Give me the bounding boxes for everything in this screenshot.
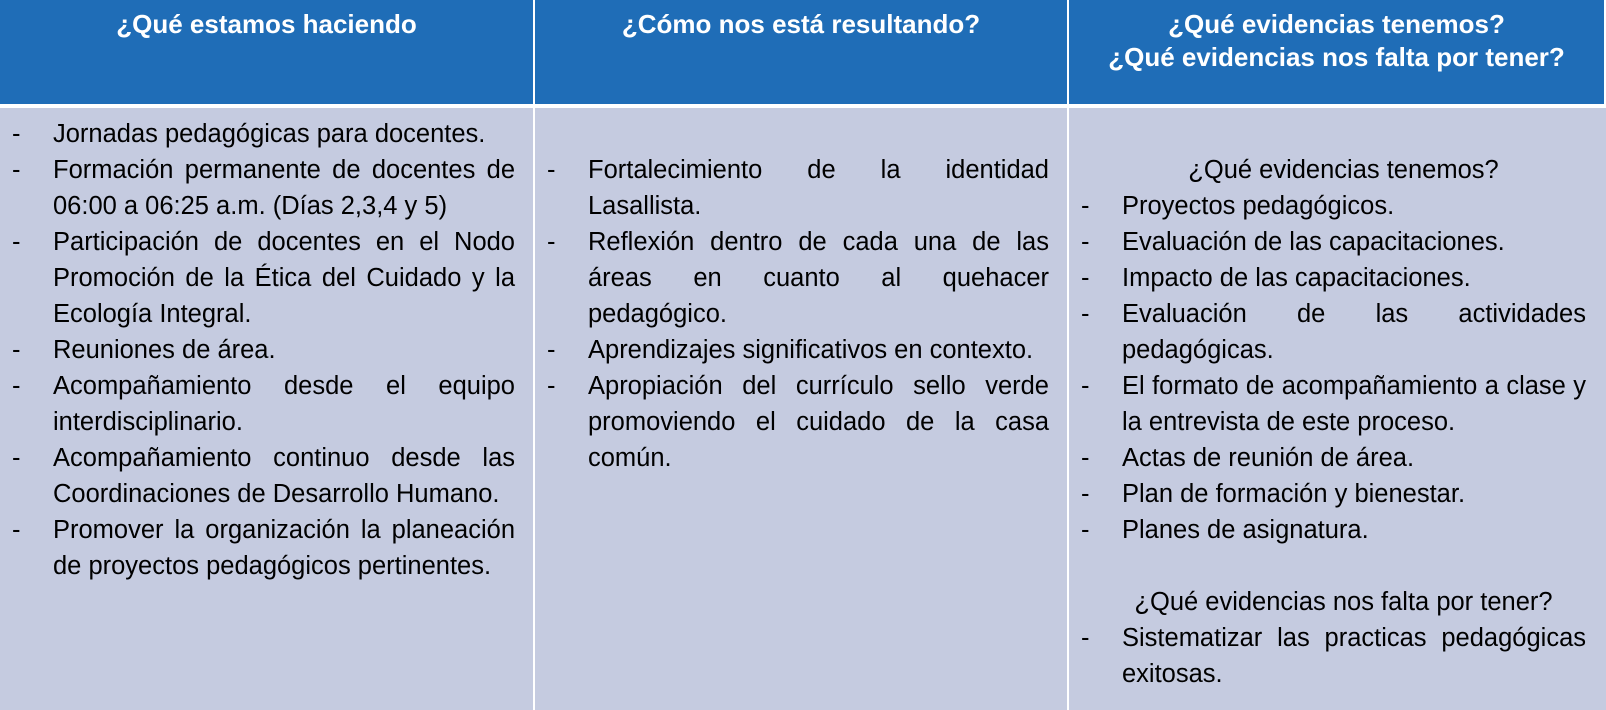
dash-bullet: - (1081, 300, 1090, 328)
list-item-text: Fortalecimiento de la identidad Lasallista. (588, 156, 1049, 220)
list-item (12, 224, 515, 332)
header-que-estamos-haciendo (0, 0, 535, 108)
evidence-have-heading: ¿Qué evidencias tenemos? (1188, 156, 1499, 184)
list-item (1081, 620, 1586, 692)
dash-bullet: - (1081, 228, 1090, 256)
list-item (547, 152, 1049, 224)
list-item-text: Acompañamiento continuo desde las Coordinaciones de Desarrollo Humano. (53, 444, 515, 508)
dash-bullet: - (1081, 624, 1090, 652)
list-item-text: Plan de formación y bienestar. (1122, 480, 1466, 508)
header-line: ¿Qué evidencias tenemos? (1168, 9, 1505, 39)
dash-bullet: - (547, 228, 556, 256)
list-item-text: Evaluación de las actividades pedagógicas. (1122, 300, 1586, 364)
list-item (1081, 188, 1586, 224)
header-line: ¿Qué estamos haciendo (116, 9, 417, 39)
list-item-text: Proyectos pedagógicos. (1122, 192, 1395, 220)
list-item-text: El formato de acompañamiento a clase y la entrevista de este proceso. (1122, 372, 1586, 436)
list-item (547, 224, 1049, 332)
header-line: ¿Qué evidencias nos falta por tener? (1108, 42, 1565, 72)
list-item (12, 152, 515, 224)
list-item-text: Formación permanente de docentes de 06:00 a 06:25 a.m. (Días 2,3,4 y 5) (53, 156, 515, 220)
list-item (1081, 440, 1586, 476)
list-item-text: Actas de reunión de área. (1122, 444, 1415, 472)
list-item (12, 368, 515, 440)
list-item (12, 512, 515, 584)
dash-bullet: - (12, 120, 21, 148)
dash-bullet: - (1081, 372, 1090, 400)
list-item (1081, 224, 1586, 260)
cell-evidence (1069, 108, 1606, 710)
list-item-text: Impacto de las capacitaciones. (1122, 264, 1471, 292)
list-item-text: Participación de docentes en el Nodo Promoción de la Ética del Cuidado y la Ecología Integral. (53, 228, 515, 328)
dash-bullet: - (12, 372, 21, 400)
dash-bullet: - (547, 156, 556, 184)
list-item (1081, 260, 1586, 296)
list-item-text: Aprendizajes significativos en contexto. (588, 336, 1034, 364)
list-item (12, 332, 515, 368)
evidence-missing-heading: ¿Qué evidencias nos falta por tener? (1134, 588, 1553, 616)
list-item (12, 116, 515, 152)
dash-bullet: - (1081, 192, 1090, 220)
list-item (12, 440, 515, 512)
evidence-missing-list (1081, 620, 1586, 692)
dash-bullet: - (12, 156, 21, 184)
cell-results (535, 108, 1069, 710)
list-item-text: Reflexión dentro de cada una de las áreas en cuanto al quehacer pedagógico. (588, 228, 1049, 328)
list-item-text: Promover la organización la planeación de proyectos pedagógicos pertinentes. (53, 516, 515, 580)
actions-list (12, 116, 515, 584)
list-item-text: Jornadas pedagógicas para docentes. (53, 120, 486, 148)
list-item-text: Acompañamiento desde el equipo interdisciplinario. (53, 372, 515, 436)
cell-actions (0, 108, 535, 710)
header-line: ¿Cómo nos está resultando? (621, 9, 981, 39)
header-como-nos-esta-resultando (535, 0, 1069, 108)
dash-bullet: - (12, 228, 21, 256)
dash-bullet: - (12, 444, 21, 472)
list-item-text: Evaluación de las capacitaciones. (1122, 228, 1505, 256)
dash-bullet: - (1081, 516, 1090, 544)
dash-bullet: - (547, 336, 556, 364)
list-item-text: Planes de asignatura. (1122, 516, 1369, 544)
dash-bullet: - (1081, 444, 1090, 472)
list-item (547, 332, 1049, 368)
dash-bullet: - (1081, 480, 1090, 508)
list-item (1081, 512, 1586, 548)
results-list (547, 152, 1049, 476)
list-item-text: Apropiación del currículo sello verde promoviendo el cuidado de la casa común. (588, 372, 1049, 472)
list-item-text: Reuniones de área. (53, 336, 276, 364)
list-item (1081, 368, 1586, 440)
spacer (1081, 548, 1586, 584)
list-item (1081, 296, 1586, 368)
dash-bullet: - (1081, 264, 1090, 292)
list-item (1081, 476, 1586, 512)
evidence-have-list (1081, 188, 1586, 548)
list-item-text: Sistematizar las practicas pedagógicas exitosas. (1122, 624, 1586, 688)
dash-bullet: - (12, 336, 21, 364)
dash-bullet: - (547, 372, 556, 400)
dash-bullet: - (12, 516, 21, 544)
header-evidencias (1069, 0, 1606, 108)
list-item (547, 368, 1049, 476)
